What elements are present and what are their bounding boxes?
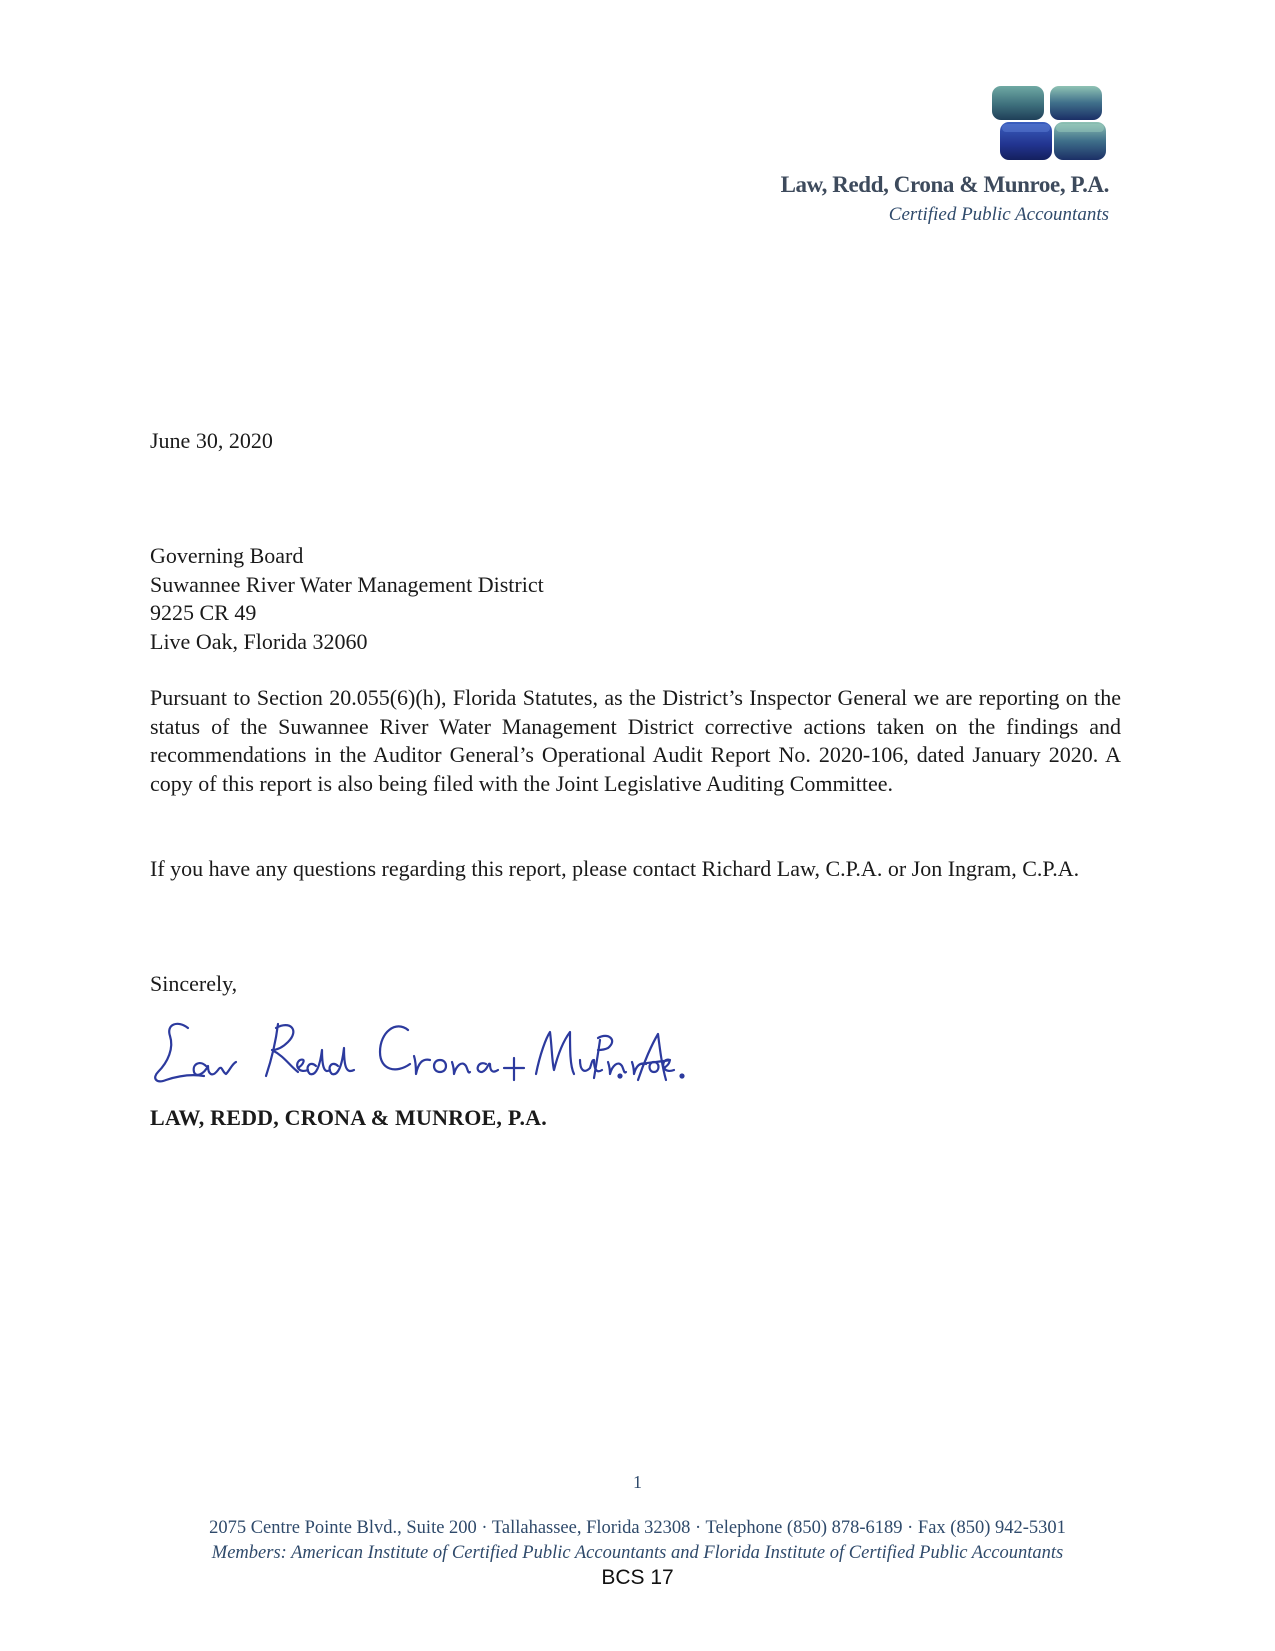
- document-stamp: BCS 17: [601, 1566, 674, 1589]
- footer-members: Members: American Institute of Certified Public Accountants and Florida Institute of Certified Public Accountants: [211, 1543, 1064, 1563]
- firm-name: Law, Redd, Crona & Munroe, P.A.: [780, 172, 1109, 197]
- body-paragraph: Pursuant to Section 20.055(6)(h), Florida Statutes, as the District’s Inspector General we are reporting on the status of the Suwannee River Water Management District corrective actions taken on the findings and recommendations in the Auditor General’s Operational Audit Report No. 2020-106, dated January 2020. A copy of this report is also being filed with the Joint Legislative Auditing Committee.: [150, 685, 1121, 796]
- recipient-line: Governing Board: [150, 543, 304, 568]
- firm-tagline: Certified Public Accountants: [888, 204, 1109, 225]
- recipient-line: Suwannee River Water Management District: [150, 571, 544, 597]
- signer-name: LAW, REDD, CRONA & MUNROE, P.A.: [150, 1105, 547, 1130]
- recipient-line: 9225 CR 49: [150, 600, 257, 625]
- body-paragraph: If you have any questions regarding this report, please contact Richard Law, C.P.A. or Jon Ingram, C.P.A.: [150, 856, 1080, 881]
- letter-date: June 30, 2020: [150, 428, 273, 453]
- recipient-line: Live Oak, Florida 32060: [150, 628, 368, 654]
- closing: Sincerely,: [150, 971, 238, 996]
- handwritten-signature: [148, 1010, 728, 1090]
- four-tile-logo-icon: [990, 84, 1108, 164]
- recipient-address: [150, 542, 544, 656]
- footer-address: 2075 Centre Pointe Blvd., Suite 200 · Tallahassee, Florida 32308 · Telephone (850) 878-6189 · Fax (850) 942-5301: [209, 1518, 1066, 1538]
- page-number: 1: [633, 1472, 642, 1492]
